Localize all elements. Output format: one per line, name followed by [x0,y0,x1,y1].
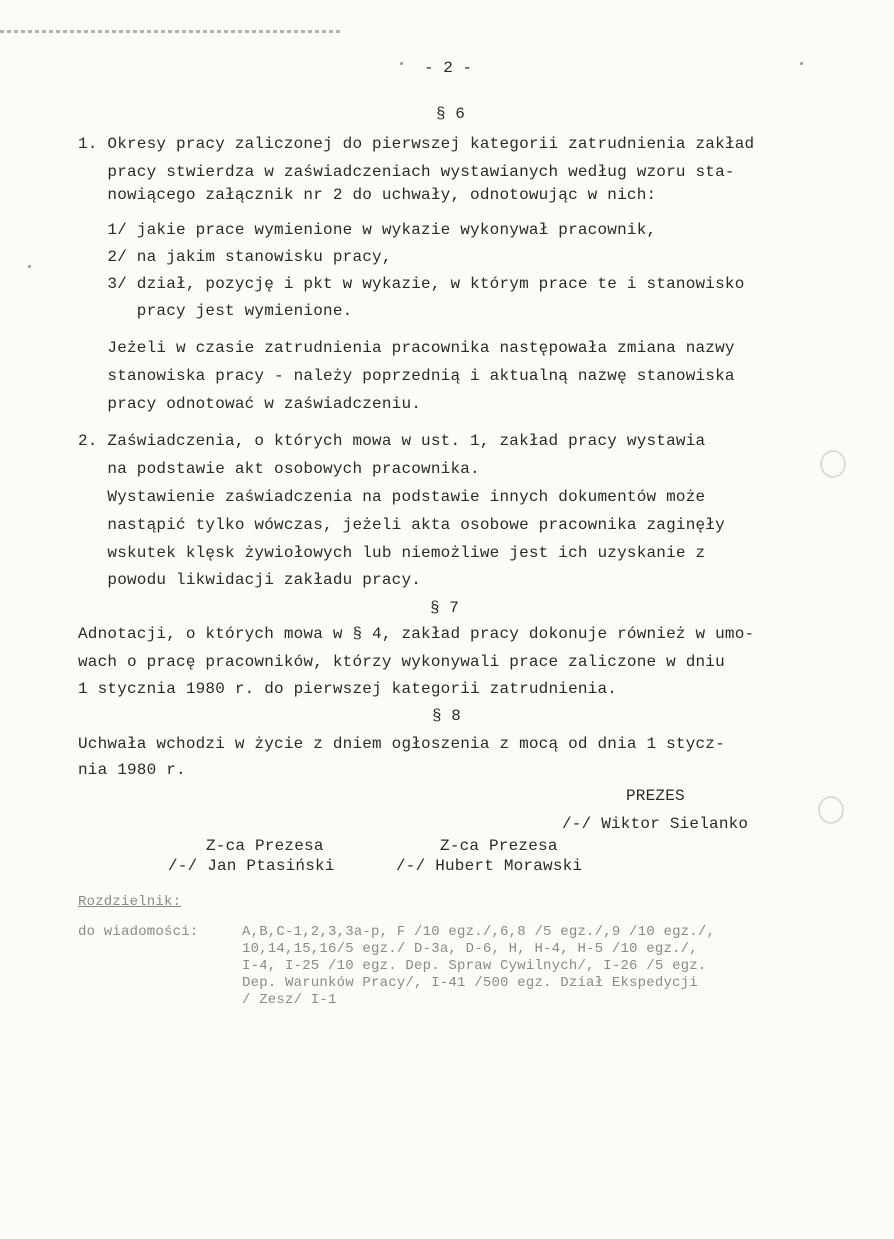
distribution-label: Rozdzielnik: [78,894,182,910]
s6-item2-line-2: na podstawie akt osobowych pracownika. [78,460,480,478]
s7-line-2: wach o pracę pracowników, którzy wykonywali prace zaliczone w dniu [78,653,725,671]
scan-speck [28,265,31,268]
s6-item1-line-1: 1. Okresy pracy zaliczonej do pierwszej kategorii zatrudnienia zakład [78,135,755,153]
s6-item1-line-3: nowiącego załącznik nr 2 do uchwały, odnotowując w nich: [78,186,657,204]
president-title: PREZES [626,787,685,805]
distribution-line-3: I-4, I-25 /10 egz. Dep. Spraw Cywilnych/, I-26 /5 egz. [242,958,707,974]
s6-note-line-1: Jeżeli w czasie zatrudnienia pracownika następowała zmiana nazwy [78,339,735,357]
scan-speck [800,62,803,65]
s6-item2-line-5: wskutek klęsk żywiołowych lub niemożliwe jest ich uzyskanie z [78,544,706,562]
s6-note-line-3: pracy odnotować w zaświadczeniu. [78,395,422,413]
distribution-line-2: 10,14,15,16/5 egz./ D-3a, D-6, H, H-4, H-5 /10 egz./, [242,941,698,957]
section-6-heading: § 6 [436,105,465,123]
s6-item2-line-6: powodu likwidacji zakładu pracy. [78,571,422,589]
scan-speck [400,62,403,65]
punch-hole-mark [820,450,846,478]
page-number: - 2 - [424,59,473,77]
s6-sub-line-1: 1/ jakie prace wymienione w wykazie wykonywał pracownik, [78,221,657,239]
distribution-line-4: Dep. Warunków Pracy/, I-41 /500 egz. Dział Ekspedycji [242,975,698,991]
s6-sub-line-3: 3/ dział, pozycję i pkt w wykazie, w którym prace te i stanowisko [78,275,745,293]
president-name: /-/ Wiktor Sielanko [562,815,749,833]
s6-sub-line-4: pracy jest wymienione. [78,302,353,320]
s8-line-1: Uchwała wchodzi w życie z dniem ogłoszenia z mocą od dnia 1 stycz- [78,735,725,753]
s6-note-line-2: stanowiska pracy - należy poprzednią i aktualną nazwę stanowiska [78,367,735,385]
s6-item2-line-1: 2. Zaświadczenia, o których mowa w ust. 1, zakład pracy wystawia [78,432,706,450]
deputy-2-name: /-/ Hubert Morawski [396,857,583,875]
s6-sub-line-2: 2/ na jakim stanowisku pracy, [78,248,392,266]
deputy-1-name: /-/ Jan Ptasiński [168,857,335,875]
s7-line-3: 1 stycznia 1980 r. do pierwszej kategorii zatrudnienia. [78,680,618,698]
scan-artifact-line [0,30,340,33]
punch-hole-mark [818,796,844,824]
s7-line-1: Adnotacji, o których mowa w § 4, zakład pracy dokonuje również w umo- [78,625,755,643]
deputy-1-title: Z-ca Prezesa [206,837,324,855]
s6-item2-line-3: Wystawienie zaświadczenia na podstawie innych dokumentów może [78,488,706,506]
s6-item1-line-2: pracy stwierdza w zaświadczeniach wystawianych według wzoru sta- [78,163,735,181]
section-8-heading: § 8 [432,707,461,725]
s6-item2-line-4: nastąpić tylko wówczas, jeżeli akta osobowe pracownika zaginęły [78,516,725,534]
s8-line-2: nia 1980 r. [78,761,186,779]
distribution-prefix: do wiadomości: [78,924,199,940]
distribution-line-1: A,B,C-1,2,3,3a-p, F /10 egz./,6,8 /5 egz./,9 /10 egz./, [242,924,716,940]
section-7-heading: § 7 [430,599,459,617]
deputy-2-title: Z-ca Prezesa [440,837,558,855]
distribution-line-5: / Zesz/ I-1 [242,992,337,1008]
